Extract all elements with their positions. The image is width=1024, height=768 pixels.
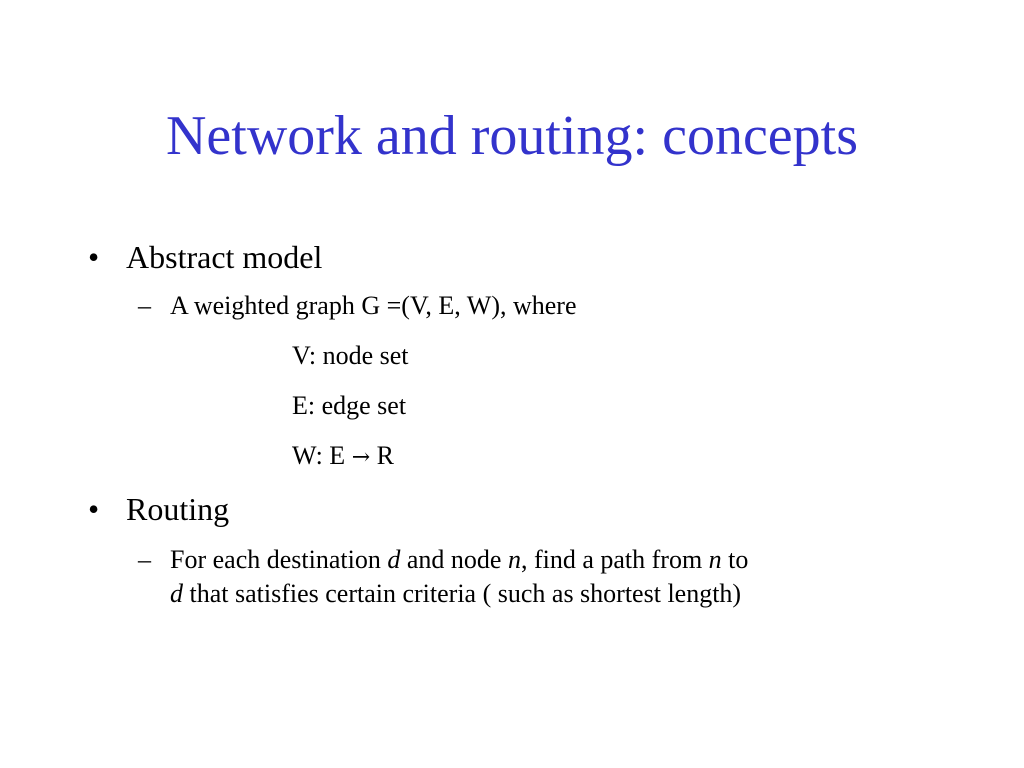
var-d: d (387, 545, 401, 574)
bullet-label: Routing (126, 491, 230, 527)
definition-weight-mapping (292, 439, 394, 475)
dash-mark: – (138, 545, 151, 574)
text-run: that satisfies certain criteria ( such as shortest length) (183, 579, 742, 608)
definition-edge-set: E: edge set (292, 391, 407, 420)
bullet-mark: • (88, 491, 100, 527)
text-run: to (721, 545, 749, 574)
bullet-mark: • (88, 239, 100, 275)
text-run: and node (400, 545, 508, 574)
slide-title: Network and routing: concepts (165, 105, 859, 167)
definition-node-set: V: node set (292, 341, 409, 370)
dash-mark: – (138, 291, 151, 320)
sub-bullet-text: A weighted graph G =(V, E, W), where (170, 291, 577, 320)
mapping-right: R (376, 441, 394, 470)
var-n: n (507, 545, 521, 574)
right-arrow-symbol: → (351, 445, 371, 470)
var-d: d (170, 579, 183, 608)
var-n: n (708, 545, 722, 574)
text-run: For each destination (170, 545, 388, 574)
bullet-label: Abstract model (126, 239, 323, 275)
mapping-left: W: E (292, 441, 346, 470)
sub-bullet-text (170, 543, 960, 611)
text-run: , find a path from (520, 545, 709, 574)
